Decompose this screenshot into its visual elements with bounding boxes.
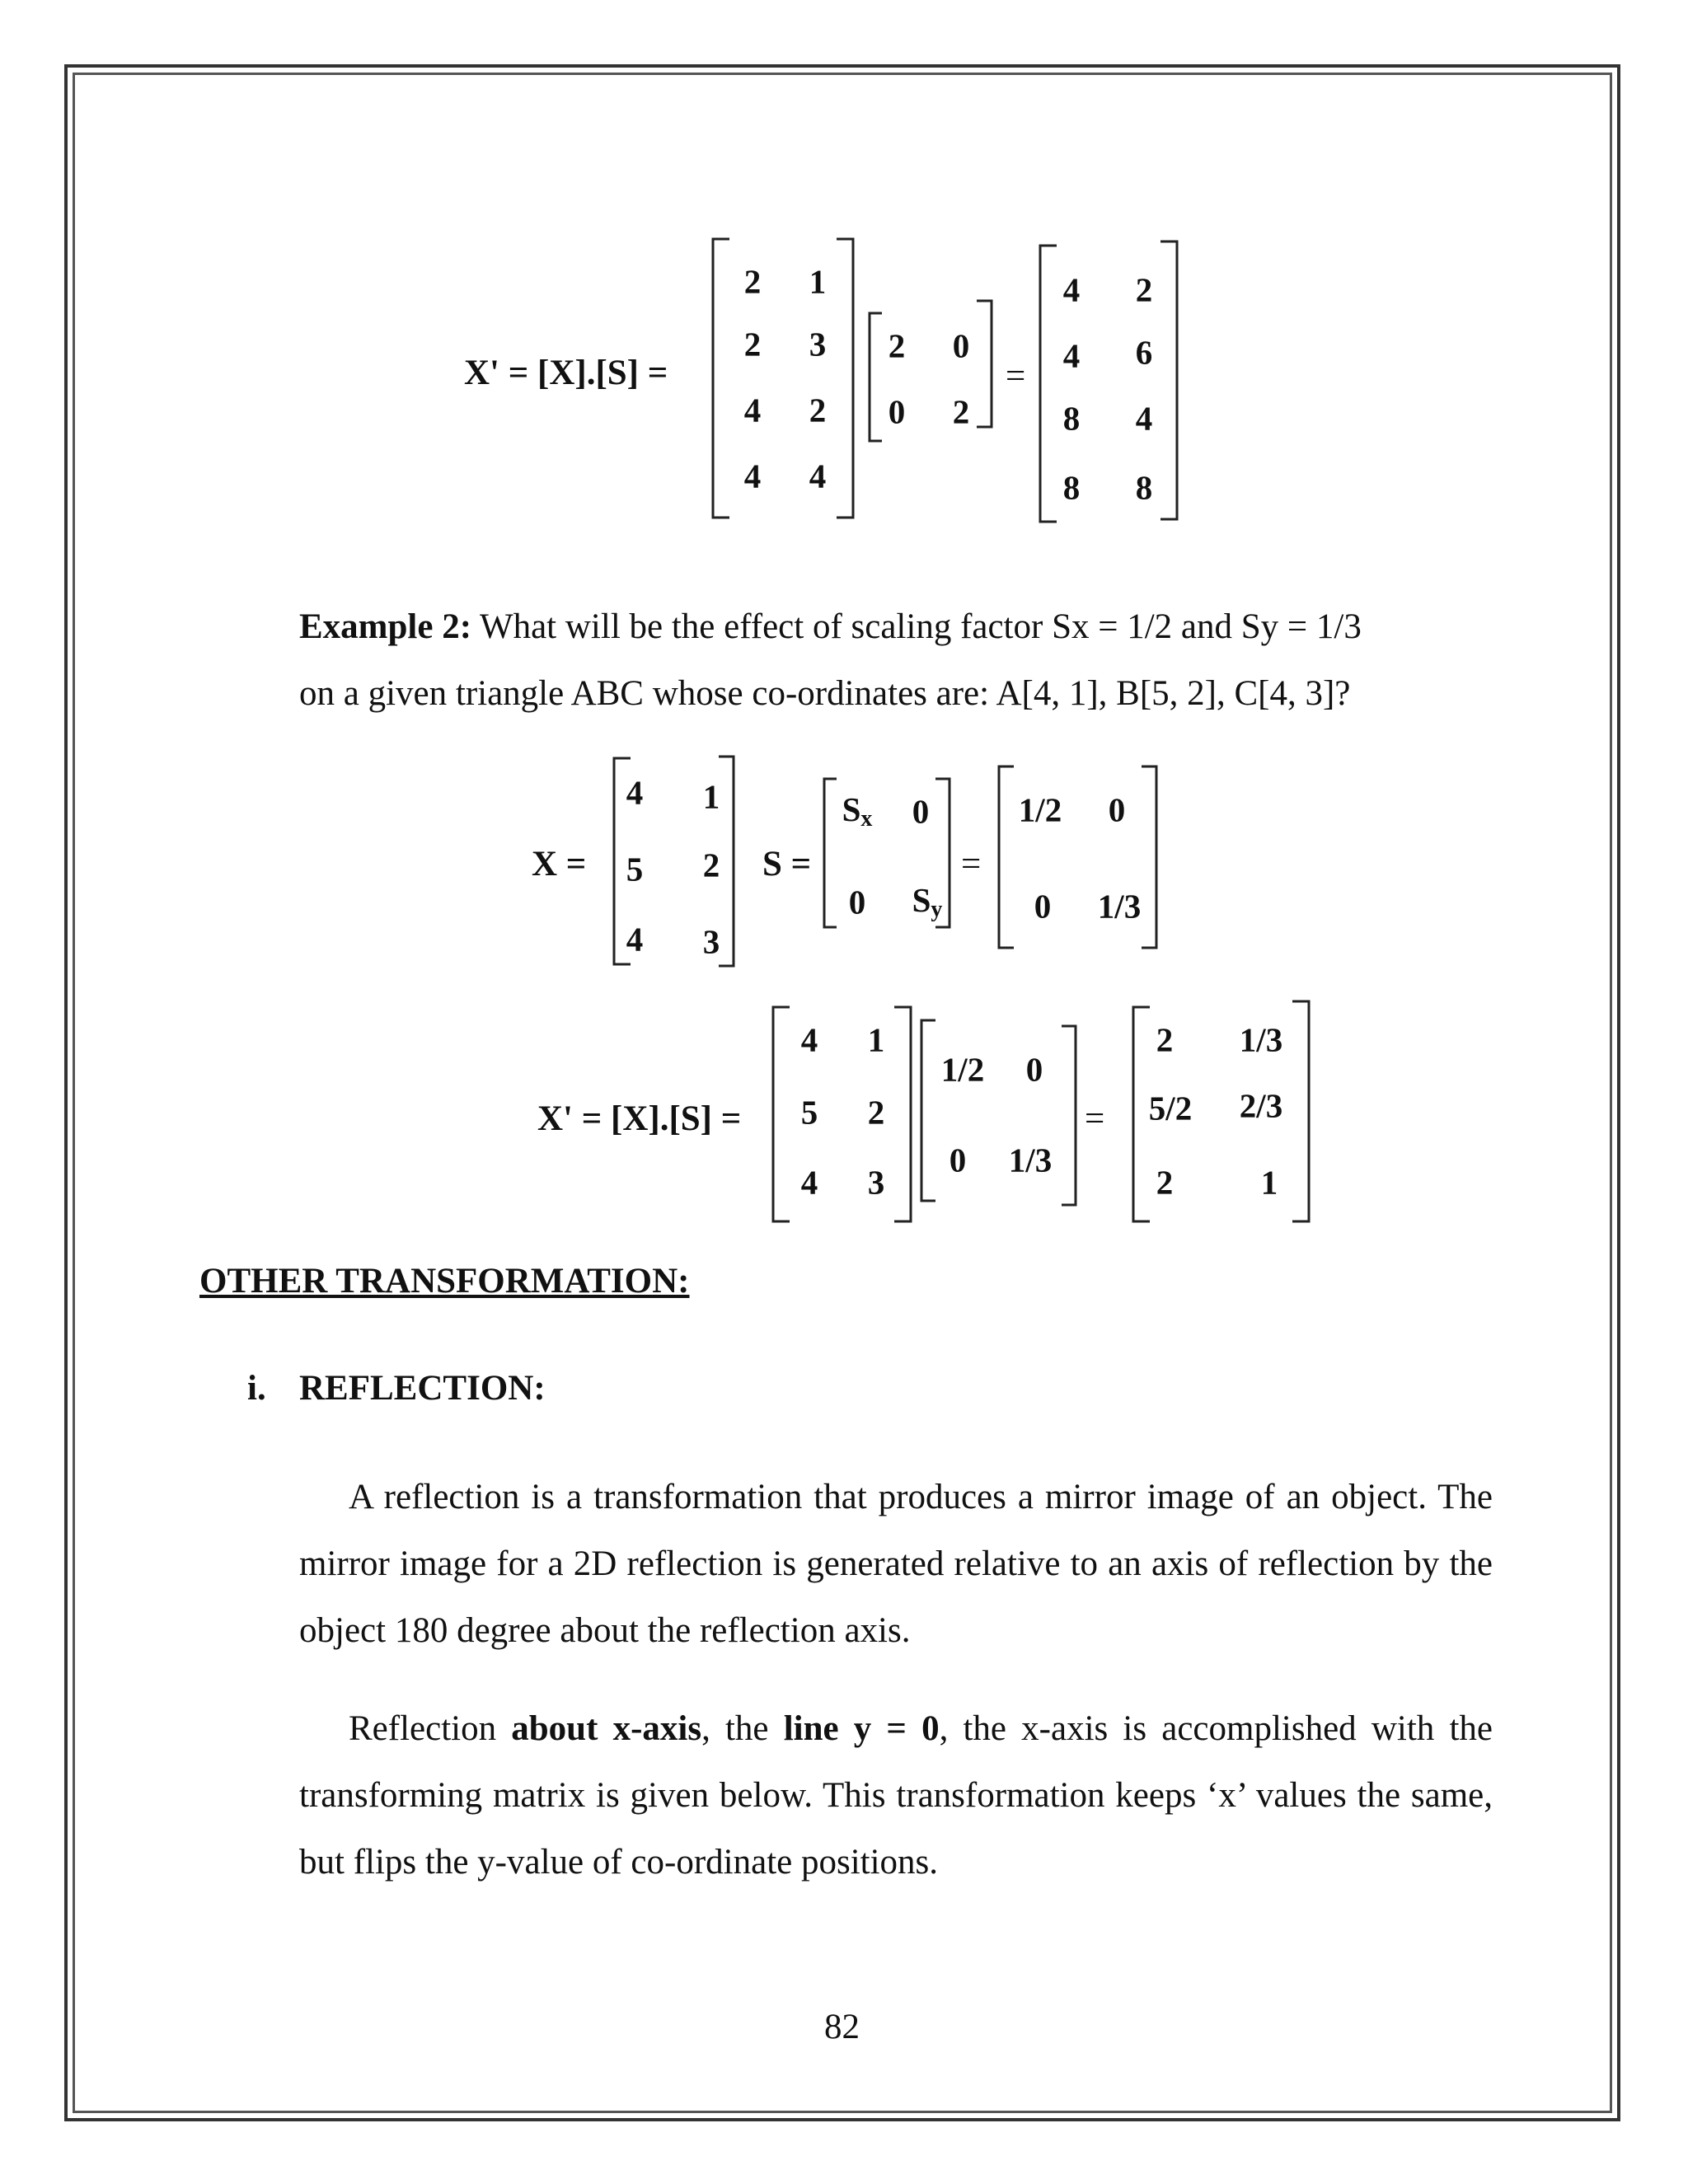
matrix-cell: 1/3 [1239,1020,1283,1059]
example-2-text [299,593,1493,727]
sx-symbol: $S_x$ [842,790,873,832]
reflection-paragraph-2 [299,1695,1493,1896]
matrix-cell: 2 [952,392,970,431]
sy-symbol: $S_y$ [912,881,943,922]
matrix-cell: 5 [800,1093,818,1132]
eq1-label: X' = [X].[S] = [464,354,668,392]
matrix-cell: 4 [1062,336,1081,375]
s-label: S = [762,845,812,883]
matrix-cell: 4 [800,1163,818,1202]
def-equals: = [961,845,982,883]
matrix-cell: 2 [743,262,762,301]
p2-part2: , the [701,1709,784,1748]
matrix-cell: 3 [809,325,827,363]
matrix-cell: 3 [702,922,720,961]
matrix-cell: 4 [1062,270,1081,309]
matrix-cell: 8 [1062,399,1081,438]
subsection-title: REFLECTION: [299,1369,546,1408]
matrix-cell: 4 [743,391,762,429]
matrix-cell: 5/2 [1148,1089,1193,1127]
matrix-cell: 0 [1025,1050,1043,1089]
matrix-cell: 1/3 [1097,887,1142,926]
example-2-line2: on a given triangle ABC whose co-ordinates are: A[4, 1], B[5, 2], C[4, 3]? [299,674,1351,713]
matrix-cell: 5 [626,850,644,888]
matrix-cell: 1 [1260,1163,1278,1202]
matrix-cell: 1 [867,1020,885,1059]
section-heading: OTHER TRANSFORMATION: [199,1262,690,1301]
matrix-cell: 2 [743,325,762,363]
matrix-cell: 1 [809,262,827,301]
matrix-cell: 6 [1135,333,1153,372]
matrix-cell: 2 [1156,1020,1174,1059]
page-number: 82 [824,2008,860,2046]
matrix-cell: 2 [809,391,827,429]
matrix-cell: 2 [1135,270,1153,309]
p2-part1: Reflection [349,1709,512,1748]
matrix-cell: 2 [867,1093,885,1132]
matrix-cell: 4 [809,457,827,495]
matrix-cell: 0 [888,392,906,431]
eq1-equals: = [1006,357,1026,396]
example-2-line1: What will be the effect of scaling factor Sx = 1/2 and Sy = 1/3 [471,607,1362,646]
example-2-label: Example 2: [299,607,472,646]
reflection-paragraph-1 [299,1464,1493,1664]
eq2-equals: = [1085,1099,1105,1138]
matrix-cell: 4 [800,1020,818,1059]
matrix-cell: 8 [1062,468,1081,507]
matrix-cell: 2 [888,326,906,365]
matrix-cell: 1 [702,777,720,816]
matrix-cell: 4 [743,457,762,495]
matrix-cell: 2 [1156,1163,1174,1202]
matrix-cell: 0 [952,326,970,365]
matrix-cell: 0 [848,883,866,921]
matrix-cell: 4 [626,920,644,958]
matrix-cell: 2/3 [1239,1086,1283,1125]
p2-bold-line: line y = 0 [783,1709,940,1748]
matrix-cell: 1/3 [1008,1141,1053,1179]
subsection-number: i. [247,1369,266,1408]
matrix-cell: 1/2 [940,1050,985,1089]
matrix-cell: 3 [867,1163,885,1202]
matrix-cell: 0 [1108,790,1126,829]
p2-bold-about-x-axis: about x-axis [511,1709,702,1748]
x-label: X = [532,845,587,883]
eq2-label: X' = [X].[S] = [537,1099,742,1138]
matrix-cell: 4 [626,773,644,812]
matrix-cell: 8 [1135,468,1153,507]
matrix-cell: 0 [912,792,930,831]
matrix-cell: 0 [949,1141,967,1179]
matrix-cell: 4 [1135,399,1153,438]
matrix-cell: 1/2 [1018,790,1062,829]
paragraph-1-text: A reflection is a transformation that produces a mirror image of an object. The mirror image for a 2D reflection is generated relative to an axis of reflection by the object 180 degree about the reflection axis. [299,1478,1493,1650]
p2-part3: , the x-axis is accomplished with the transforming matrix is given below. This transformation keeps ‘x’ values the same, but flips the y-value of co-ordinate positions. [299,1709,1493,1882]
matrix-cell: 2 [702,846,720,884]
matrix-cell: 0 [1034,887,1052,926]
